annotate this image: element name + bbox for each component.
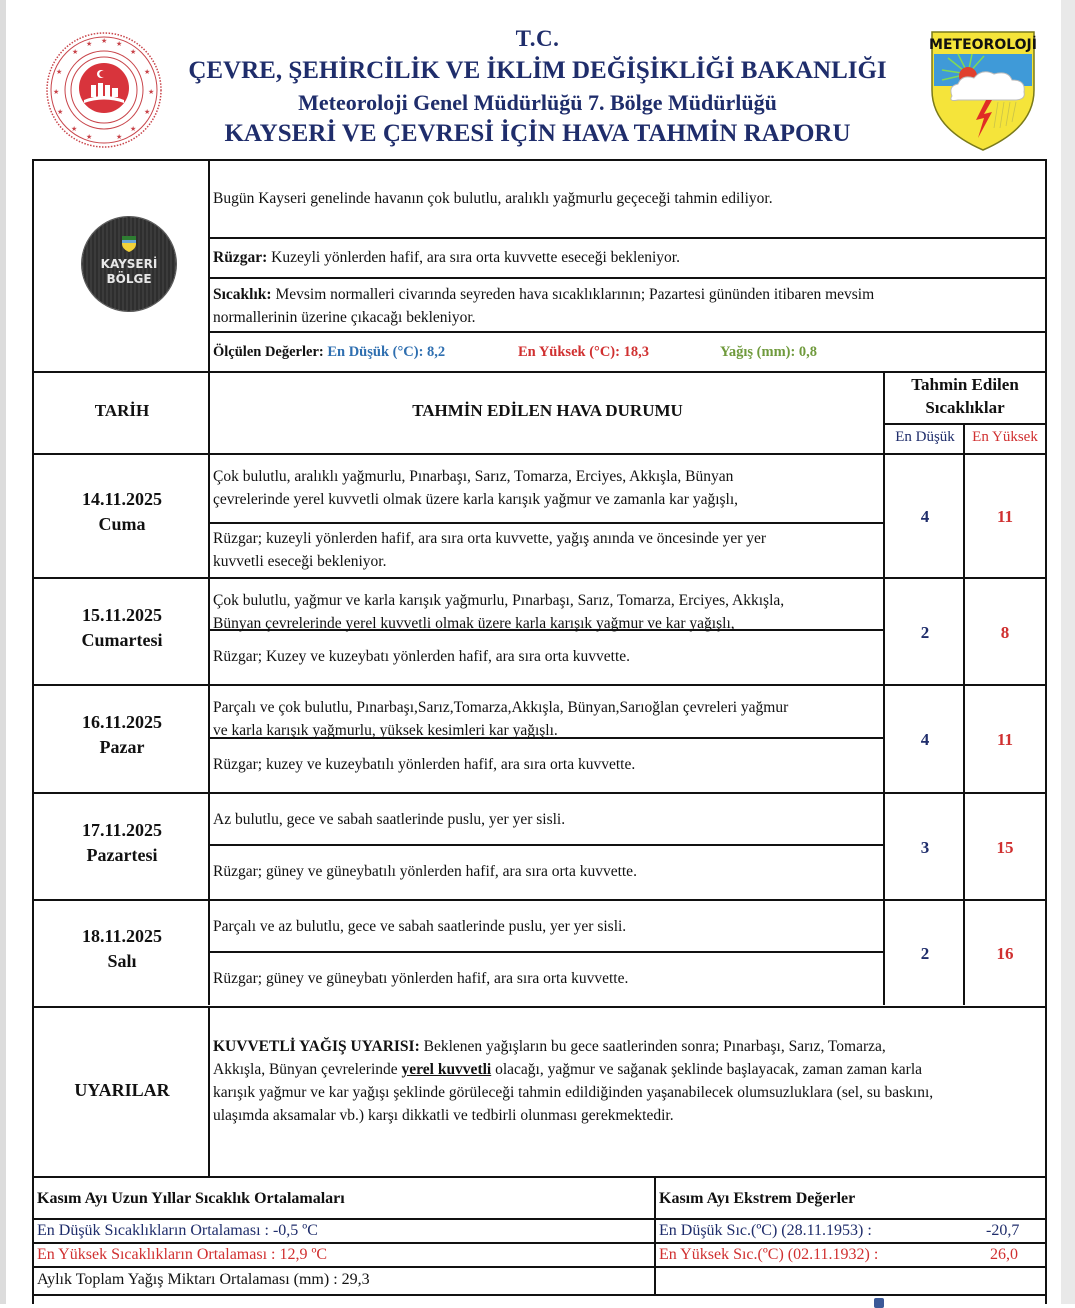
svg-text:★: ★ [148, 88, 155, 96]
forecast-weather [208, 577, 885, 632]
svg-text:★: ★ [71, 125, 78, 133]
col-header-temps-line2: Sıcaklıklar [925, 398, 1005, 417]
forecast-date: 16.11.2025 [81, 712, 162, 732]
forecast-max-temp: 15 [963, 792, 1045, 899]
svg-text:★: ★ [144, 68, 151, 76]
table-continuation [32, 1296, 1047, 1304]
svg-text:★: ★ [86, 133, 93, 141]
header-report-title: KAYSERİ VE ÇEVRESİ İÇİN HAVA TAHMİN RAPORU [224, 120, 851, 147]
forecast-wind-line1: Rüzgar; güney ve güneybatılı yönlerden hafif, ara sıra orta kuvvette. [213, 863, 637, 880]
svg-text:★: ★ [101, 37, 108, 45]
warning-line4: ulaşımda aksamalar vb.) karşı dikkatli ve tedbirli olunması gerekmektedir. [213, 1107, 674, 1124]
logo-line-bolge: BÖLGE [106, 272, 152, 286]
svg-text:★: ★ [86, 40, 93, 48]
page-edge-left [0, 0, 6, 1304]
forecast-wind [208, 737, 885, 792]
forecast-wind-line1: Rüzgar; kuzeyli yönlerden hafif, ara sıra orta kuvvette, yağış anında ve öncesinde yer yer [213, 530, 767, 547]
kayseri-bolge-logo [82, 217, 176, 311]
forecast-wind [208, 951, 885, 1005]
meteo-logo-text: METEOROLOJİ [929, 37, 1037, 53]
logo-line-kayseri: KAYSERİ [100, 257, 158, 271]
summary-wind-text: Kuzeyli yönlerden hafif, ara sıra orta kuvvette eseceği bekleniyor. [267, 249, 680, 266]
forecast-weather [208, 899, 885, 951]
summary-measured [208, 331, 1045, 371]
summary-temp-line1: Mevsim normalleri civarında seyreden hava sıcaklıklarının; Pazartesi gününden itibaren mevsim [271, 286, 875, 303]
summary-general [208, 161, 1045, 237]
measured-max: En Yüksek (°C): 18,3 [518, 344, 649, 360]
climate-stats-table [32, 1176, 1047, 1296]
summary-temp-line2: normallerinin üzerine çıkacağı bekleniyor. [213, 309, 476, 326]
col-header-weather: TAHMİN EDİLEN HAVA DURUMU [208, 373, 885, 453]
warnings-content [208, 1008, 1045, 1176]
forecast-day: Pazartesi [86, 845, 158, 865]
forecast-min-temp: 2 [883, 899, 965, 1005]
header-ministry: ÇEVRE, ŞEHİRCİLİK VE İKLİM DEĞİŞİKLİĞİ BAKANLIĞI [188, 57, 887, 84]
forecast-wind [208, 629, 885, 684]
forecast-weather-line2: çevrelerinde yerel kuvvetli olmak üzere karla karışık yağmur ve zamanla kar yağışlı, [213, 491, 739, 508]
summary-general-text: Bugün Kayseri genelinde havanın çok bulutlu, aralıklı yağmurlu geçeceği tahmin ediliyor. [213, 190, 773, 207]
svg-text:★: ★ [144, 108, 151, 116]
forecast-date: 17.11.2025 [81, 820, 162, 840]
forecast-day: Pazar [99, 737, 145, 757]
forecast-day: Cumartesi [81, 630, 163, 650]
forecast-min-temp: 4 [883, 453, 965, 577]
extremes-title: Kasım Ayı Ekstrem Değerler [654, 1178, 1045, 1218]
avg-precip: Aylık Toplam Yağış Miktarı Ortalaması (mm) : 29,3 [34, 1266, 656, 1294]
meteoroloji-shield-icon [928, 28, 1038, 152]
warning-line3: karışık yağmur ve kar yağışı şeklinde görüleceği tahmin edildiğinden yaşanabilecek olumsuzluklara (sel, su baskını, [213, 1084, 934, 1101]
svg-text:★: ★ [72, 48, 79, 56]
measured-min: En Düşük (°C): 8,2 [327, 344, 446, 360]
forecast-table [32, 371, 1047, 1008]
forecast-row-date [34, 792, 210, 899]
empty-cell [654, 1266, 1045, 1294]
region-logo-cell [34, 161, 210, 371]
forecast-max-temp: 8 [963, 577, 1045, 684]
col-header-temps-line1: Tahmin Edilen [911, 375, 1019, 394]
forecast-weather-line1: Parçalı ve çok bulutlu, Pınarbaşı,Sarız,Tomarza,Akkışla, Bünyan,Sarıoğlan çevreleri yağmur [213, 699, 789, 716]
summary-temp-label: Sıcaklık: [213, 286, 272, 303]
forecast-max-temp: 11 [963, 453, 1045, 577]
col-header-date: TARİH [94, 401, 150, 420]
col-header-max: En Yüksek [963, 423, 1045, 453]
forecast-min-temp: 2 [883, 577, 965, 684]
warning-line2-pre: Akkışla, Bünyan çevrelerinde [213, 1061, 402, 1078]
forecast-wind-line2: kuvvetli eseceği bekleniyor. [213, 553, 387, 570]
header-directorate: Meteoroloji Genel Müdürlüğü 7. Bölge Müdürlüğü [298, 90, 777, 115]
page-scrollbar-track[interactable] [1061, 0, 1075, 1304]
forecast-row-date [34, 899, 210, 1005]
forecast-weather-line2: ve karla karışık yağmurlu, yüksek kesimleri kar yağışlı. [213, 722, 558, 739]
forecast-date: 15.11.2025 [81, 605, 162, 625]
mini-shield-icon [121, 235, 137, 253]
svg-text:★: ★ [53, 88, 60, 96]
svg-text:★: ★ [130, 48, 137, 56]
forecast-wind-line1: Rüzgar; Kuzey ve kuzeybatı yönlerden hafif, ara sıra orta kuvvette. [213, 648, 631, 665]
forecast-max-temp: 16 [963, 899, 1045, 1005]
header-tc: T.C. [515, 26, 560, 51]
svg-text:★: ★ [57, 108, 64, 116]
ext-max-value: 26,0 [990, 1246, 1018, 1263]
svg-text:★: ★ [130, 125, 137, 133]
forecast-weather [208, 684, 885, 737]
daily-summary-table [32, 159, 1047, 373]
forecast-wind [208, 522, 885, 577]
forecast-date: 18.11.2025 [81, 926, 162, 946]
ext-min-row [654, 1218, 1045, 1242]
col-header-min: En Düşük [883, 423, 965, 453]
ext-min-label: En Düşük Sıc.(ºC) (28.11.1953) : [659, 1222, 872, 1239]
svg-text:★: ★ [116, 133, 123, 141]
svg-text:★: ★ [116, 40, 123, 48]
forecast-weather-line1: Az bulutlu, gece ve sabah saatlerinde puslu, yer yer sisli. [213, 811, 566, 828]
forecast-wind-line1: Rüzgar; güney ve güneybatı yönlerden hafif, ara sıra orta kuvvette. [213, 970, 629, 987]
forecast-wind-line1: Rüzgar; kuzey ve kuzeybatılı yönlerden hafif, ara sıra orta kuvvette. [213, 756, 636, 773]
measured-precip: Yağış (mm): 0,8 [720, 344, 818, 360]
summary-temperature [208, 277, 1045, 333]
warning-line1: Beklenen yağışların bu gece saatlerinden sonra; Pınarbaşı, Sarız, Tomarza, [419, 1038, 886, 1055]
facebook-icon [874, 1298, 884, 1308]
avg-max: En Yüksek Sıcaklıkların Ortalaması : 12,9 ºC [34, 1242, 656, 1266]
forecast-wind [208, 844, 885, 899]
report-header [0, 0, 1075, 158]
ext-max-row [654, 1242, 1045, 1266]
warning-emphasis: yerel kuvvetli [401, 1061, 492, 1078]
svg-text:★: ★ [56, 68, 63, 76]
forecast-weather [208, 792, 885, 844]
avg-min: En Düşük Sıcaklıkların Ortalaması : -0,5 ºC [34, 1218, 656, 1242]
forecast-weather [208, 453, 885, 522]
forecast-min-temp: 3 [883, 792, 965, 899]
forecast-row-date [34, 577, 210, 684]
warnings-table [32, 1006, 1047, 1178]
forecast-day: Salı [107, 951, 137, 971]
forecast-weather-line1: Çok bulutlu, yağmur ve karla karışık yağmurlu, Pınarbaşı, Sarız, Tomarza, Erciyes, Akkışla, [213, 592, 785, 609]
measured-label: Ölçülen Değerler: [213, 344, 324, 360]
forecast-weather-line1: Parçalı ve az bulutlu, gece ve sabah saatlerinde puslu, yer yer sisli. [213, 918, 627, 935]
warning-line2-post: olacağı, yağmur ve sağanak şeklinde başlayacak, zaman zaman karla [491, 1061, 923, 1078]
averages-title: Kasım Ayı Uzun Yıllar Sıcaklık Ortalamaları [37, 1190, 345, 1207]
forecast-weather-line2: Bünyan çevrelerinde yerel kuvvetli olmak üzere karla karışık yağmur ve kar yağışlı, [213, 615, 735, 632]
forecast-max-temp: 11 [963, 684, 1045, 792]
summary-wind-label: Rüzgar: [213, 249, 268, 266]
ext-min-value: -20,7 [986, 1222, 1020, 1239]
warning-title: KUVVETLİ YAĞIŞ UYARISI: [213, 1038, 420, 1055]
col-header-temps [883, 373, 1045, 425]
forecast-date: 14.11.2025 [81, 489, 162, 509]
summary-wind [208, 237, 1045, 279]
forecast-row-date [34, 684, 210, 792]
forecast-weather-line1: Çok bulutlu, aralıklı yağmurlu, Pınarbaşı, Sarız, Tomarza, Erciyes, Akkışla, Bünyan [213, 468, 734, 485]
forecast-row-date [34, 453, 210, 577]
forecast-day: Cuma [98, 514, 146, 534]
forecast-min-temp: 4 [883, 684, 965, 792]
warnings-label: UYARILAR [74, 1080, 170, 1100]
ext-max-label: En Yüksek Sıc.(ºC) (02.11.1932) : [659, 1246, 879, 1263]
